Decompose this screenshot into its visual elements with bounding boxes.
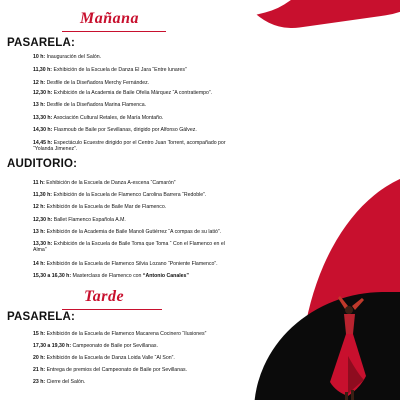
list-item: 14 h: Exhibición de la Escuela de Flamenco Silvia Lozano “Poniente Flamenco”. [33,261,218,267]
list-item: 15,30 a 16,30 h: Masterclass de Flamenco con “Antonio Canales” [33,273,190,279]
list-item: 17,30 a 19,30 h: Campeonato de Baile por Sevillanas. [33,343,158,349]
list-item: 23 h: Cierre del Salón. [33,379,86,385]
list-item: 12 h: Desfile de la Diseñadora Merchy Fernández. [33,80,150,86]
manana-underline [62,31,166,32]
list-item: 21 h: Entrega de premios del Campeonato de Baile por Sevillanas. [33,367,187,373]
list-item: 14,45 h: Espectáculo Ecuestre dirigido por el Centro Juan Torrent, acompañado por “Yolanda Jimenez”. [33,140,226,153]
list-item: 11,30 h: Exhibición de la Escuela de Danza El Jara “Entre lunares” [33,67,187,73]
auditorio-heading: AUDITORIO: [7,158,78,170]
manana-title: Mañana [80,10,140,27]
tarde-pasarela-heading: PASARELA: [7,311,76,323]
tarde-title: Tarde [84,288,125,305]
list-item: 10 h: Inauguración del Salón. [33,54,102,60]
list-item: 14,30 h: Flasmoub de Baile por Sevillanas, dirigido por Alfonso Gálvez. [33,127,197,133]
tarde-underline [62,309,162,310]
list-item: 13 h: Desfile de la Diseñadora Marina Flamenca. [33,102,147,108]
list-item: 13,30 h: Exhibición de la Escuela de Baile Toma que Toma “ Con el Flamenco en el Alma” [33,241,225,254]
list-item: 13,30 h: Asociación Cultural Retales, de María Montaño. [33,115,164,121]
list-item: 12,30 h: Exhibición de la Academia de Baile Ofelia Márquez “A contratiempo”. [33,90,213,96]
flamenco-dancer-illustration [318,296,378,400]
list-item: 11 h: Exhibición de la Escuela de Danza A-escena “Camarón” [33,180,176,186]
list-item: 13 h: Exhibición de la Academia de Baile Manoli Gutiérrez “A compas de su latió”. [33,229,222,235]
list-item: 15 h: Exhibición de la Escuela de Flamenco Macarena Cocinero “Ilusiones” [33,331,207,337]
list-item: 12,30 h: Ballet Flamenco Española A.M. [33,217,126,223]
manana-pasarela-heading: PASARELA: [7,37,76,49]
list-item: 11,30 h: Exhibición de la Escuela de Flamenco Carolina Barrera “Redoble”. [33,192,207,198]
list-item: 20 h: Exhibición de la Escuela de Danza Loida Valle “Al Son”. [33,355,175,361]
list-item: 12 h: Exhibición de la Escuela de Baile Mar de Flamenco. [33,204,167,210]
